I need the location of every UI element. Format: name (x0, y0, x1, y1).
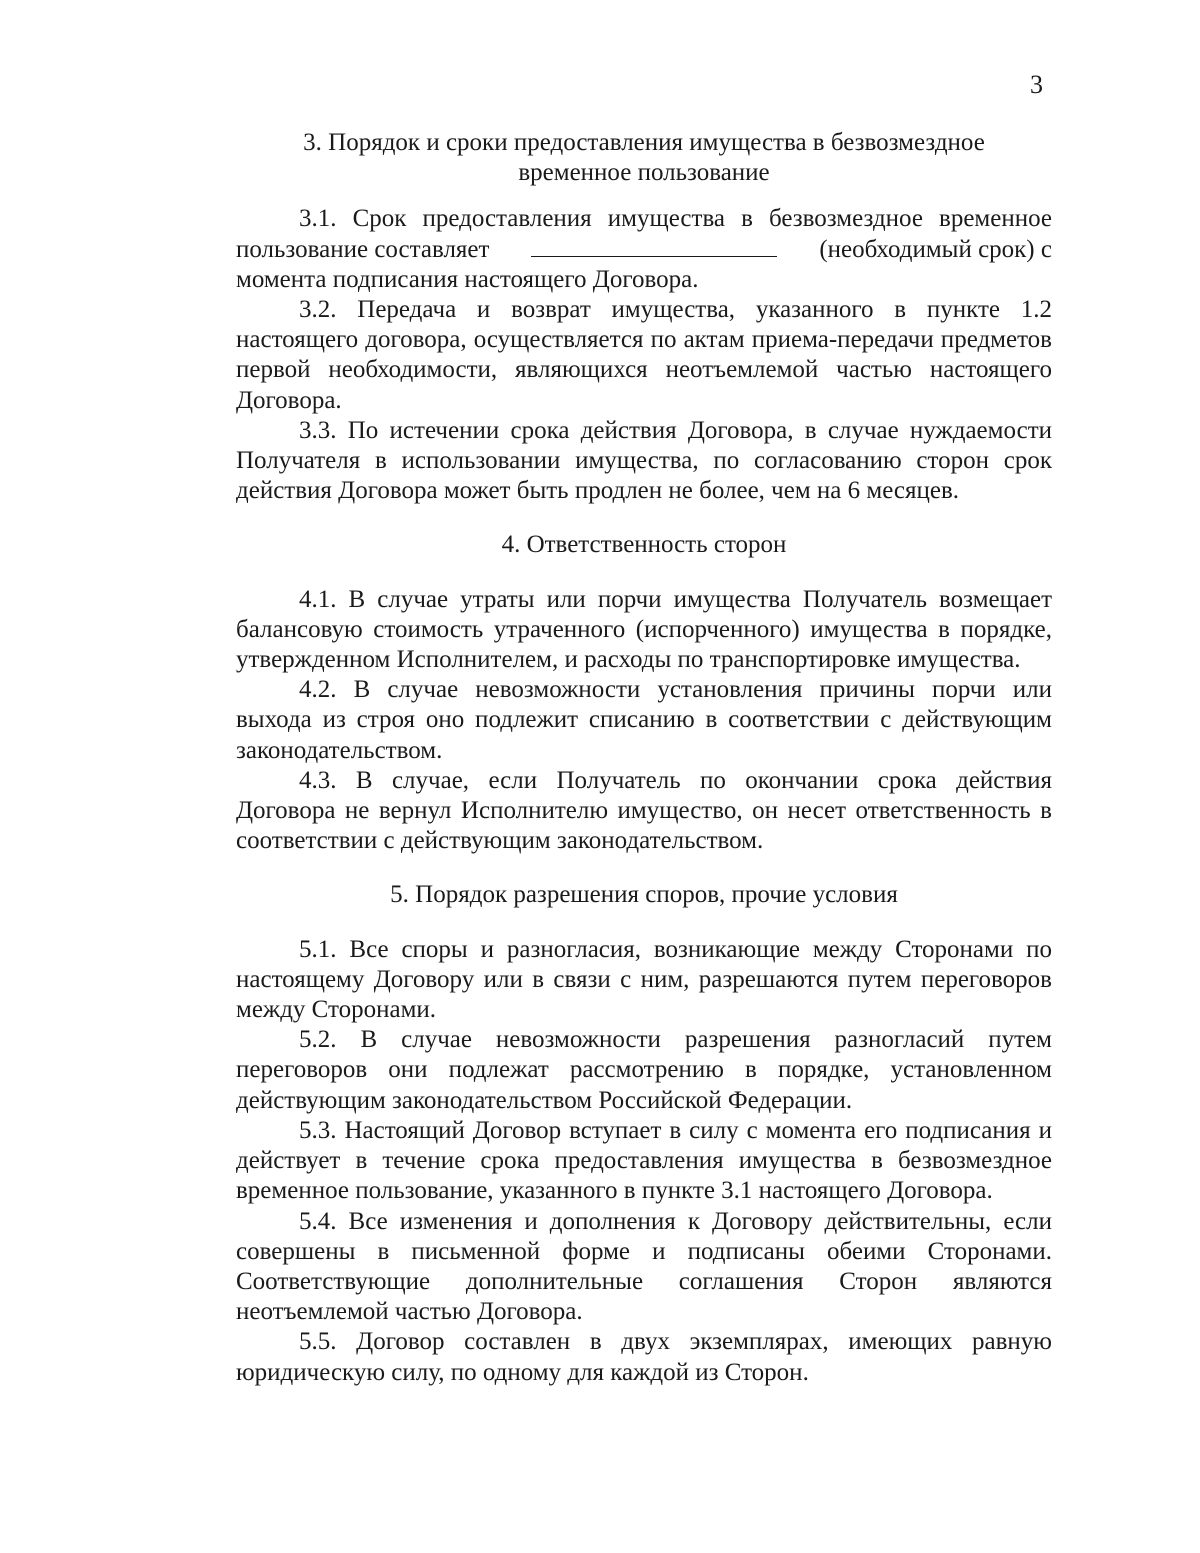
page-number: 3 (1030, 70, 1043, 99)
document-body (236, 128, 1052, 1388)
clause-3-1-text-before-blank: пользование составляет (236, 235, 490, 263)
section-4-heading: 4. Ответственность сторон (501, 531, 787, 559)
section-5-heading: 5. Порядок разрешения споров, прочие условия (390, 881, 898, 909)
clause-3-3: 3.3. По истечении срока действия Договора, в случае нуждаемости Получателя в использовании имущества, по согласованию сторон срок действия Договора может быть продлен не более, чем на 6 месяцев. (236, 416, 1052, 505)
clause-5-4: 5.4. Все изменения и дополнения к Договору действительны, если совершены в письменной форме и подписаны обеими Сторонами. Соответствующие дополнительные соглашения Сторон являются неотъемлемой частью Договора. (236, 1207, 1052, 1326)
clause-4-1: 4.1. В случае утраты или порчи имущества Получатель возмещает балансовую стоимость утраченного (испорченного) имущества в порядке, утвержденном Исполнителем, и расходы по транспортировке имущества. (236, 585, 1052, 674)
clause-5-1: 5.1. Все споры и разногласия, возникающие между Сторонами по настоящему Договору или в связи с ним, разрешаются путем переговоров между Сторонами. (236, 935, 1052, 1024)
section-3-heading-line-1: 3. Порядок и сроки предоставления имущества в безвозмездное (303, 129, 985, 156)
clause-3-1-line-3: момента подписания настоящего Договора. (236, 265, 699, 293)
clause-5-2: 5.2. В случае невозможности разрешения разногласий путем переговоров они подлежат рассмотрению в порядке, установленном действующим законодательством Российской Федерации. (236, 1026, 1052, 1114)
clause-3-1 (236, 204, 1052, 295)
clause-4-3: 4.3. В случае, если Получатель по окончании срока действия Договора не вернул Исполнителю имущество, он несет ответственность в соответствии с действующим законодательством. (236, 766, 1052, 855)
clause-5-3: 5.3. Настоящий Договор вступает в силу с момента его подписания и действует в течение срока предоставления имущества в безвозмездное временное пользование, указанного в пункте 3.1 настоящего Договора. (236, 1116, 1052, 1205)
blank-term-field (531, 236, 777, 257)
clause-3-1-text-after-blank: (необходимый срок) с (819, 235, 1052, 263)
section-3-heading (236, 128, 1052, 188)
clause-4-2: 4.2. В случае невозможности установления причины порчи или выхода из строя оно подлежит списанию в соответствии с действующим законодательством. (236, 676, 1052, 764)
clause-3-2: 3.2. Передача и возврат имущества, указанного в пункте 1.2 настоящего договора, осуществляется по актам приема-передачи предметов первой необходимости, являющихся неотъемлемой частью настоящего Договора. (236, 296, 1052, 414)
clause-3-1-line-2 (236, 235, 1052, 265)
clause-3-1-line-1: 3.1. Срок предоставления имущества в безвозмездное временное (299, 205, 1052, 233)
clause-5-5: 5.5. Договор составлен в двух экземплярах, имеющих равную юридическую силу, по одному для каждой из Сторон. (236, 1328, 1052, 1386)
section-3-heading-line-2: временное пользование (518, 159, 770, 187)
